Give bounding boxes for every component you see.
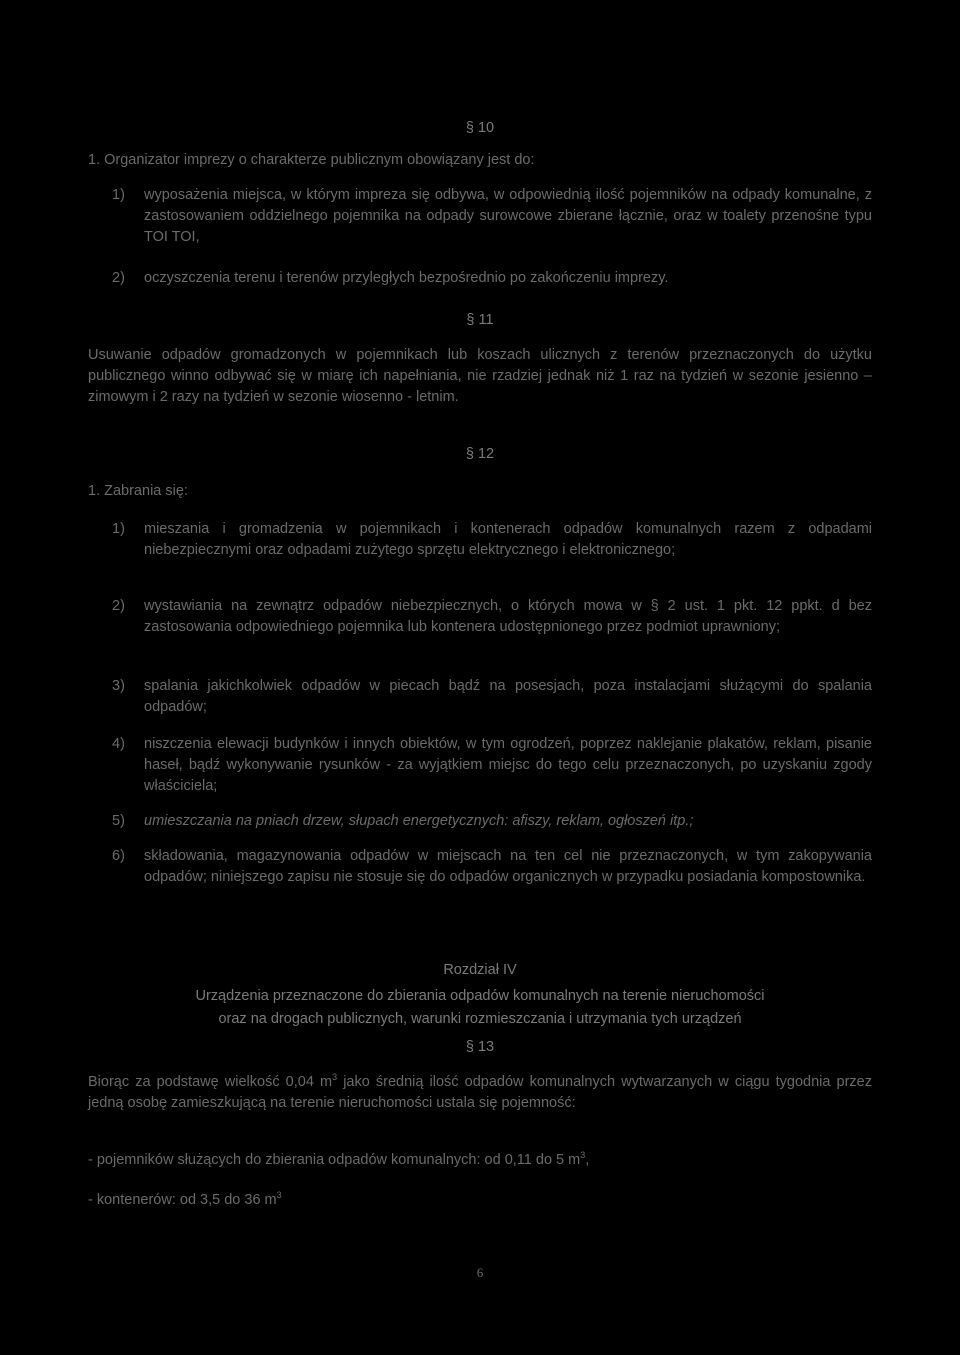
section-10-heading: § 10 (465, 120, 495, 136)
chapter-label: Rozdział IV (443, 962, 517, 978)
s12-item-3-number: 3) (112, 678, 125, 694)
s13-bullet-2-sup: 3 (276, 1190, 282, 1201)
section-13-heading: § 13 (465, 1039, 495, 1055)
s13-superscript: 3 (332, 1072, 338, 1083)
s12-item-4-text: niszczenia elewacji budynków i innych obiektów, w tym ogrodzeń, poprzez naklejanie plakatów, reklam, pisanie haseł, bądź wykonywanie rysunków - za wyjątkiem miejsc do tego celu przeznaczonych, po uzyskaniu zgody właściciela; (144, 736, 872, 794)
chapter-title-line-2: oraz na drogach publicznych, warunki rozmieszczania i utrzymania tych urządzeń (218, 1011, 742, 1027)
s13-text-start: Biorąc za podstawę wielkość 0,04 m (88, 1074, 333, 1090)
s13-bullet-1-end: , (585, 1152, 590, 1168)
section-11-heading: § 11 (466, 312, 494, 328)
s12-item-5-number: 5) (112, 813, 125, 829)
s12-item-1-number: 1) (112, 521, 125, 537)
page-number: 6 (476, 1265, 484, 1280)
chapter-title-line-1: Urządzenia przeznaczone do zbierania odpadów komunalnych na terenie nieruchomości (195, 988, 765, 1004)
s12-item-3-text: spalania jakichkolwiek odpadów w piecach bądź na posesjach, poza instalacjami służącymi do spalania odpadów; (144, 678, 872, 715)
s13-text-end: jako średnią ilość odpadów komunalnych wytwarzanych w ciągu tygodnia przez jedną osobę zamieszkującą na terenie nieruchomości ustala się pojemność: (88, 1074, 872, 1111)
section-12-heading: § 12 (465, 446, 495, 462)
section-12-intro: 1. Zabrania się: (88, 483, 188, 499)
section-10-intro: 1. Organizator imprezy o charakterze publicznym obowiązany jest do: (88, 152, 535, 168)
s12-item-2-number: 2) (112, 598, 125, 614)
s10-item-2-text: oczyszczenia terenu i terenów przyległych bezpośrednio po zakończeniu imprezy. (144, 270, 669, 286)
s13-bullet-2-text: - kontenerów: od 3,5 do 36 m (88, 1192, 277, 1208)
s12-item-2-text: wystawiania na zewnątrz odpadów niebezpiecznych, o których mowa w § 2 ust. 1 pkt. 12 ppkt. d bez zastosowania odpowiedniego pojemnika lub kontenera udostępnionego przez podmiot uprawniony; (144, 598, 872, 635)
s10-item-2-number: 2) (112, 270, 125, 286)
s12-item-1-text: mieszania i gromadzenia w pojemnikach i kontenerach odpadów komunalnych razem z odpadami niebezpiecznymi oraz odpadami zużytego sprzętu elektrycznego i elektronicznego; (144, 521, 872, 558)
s12-item-5-text: umieszczania na pniach drzew, słupach energetycznych: afiszy, reklam, ogłoszeń itp.; (144, 813, 694, 829)
s10-item-1-number: 1) (112, 187, 125, 203)
s13-bullet-1-text: - pojemników służących do zbierania odpadów komunalnych: od 0,11 do 5 m (88, 1152, 581, 1168)
section-13-text (88, 1072, 872, 1114)
s10-item-1-text: wyposażenia miejsca, w którym impreza się odbywa, w odpowiednią ilość pojemników na odpady komunalne, z zastosowaniem oddzielnego pojemnika na odpady surowcowe zbierane łącznie, oraz w toalety przenośne typu TOI TOI, (144, 187, 872, 245)
s12-item-6-number: 6) (112, 848, 125, 864)
s12-item-6-text: składowania, magazynowania odpadów w miejscach na ten cel nie przeznaczonych, w tym zakopywania odpadów; niniejszego zapisu nie stosuje się do odpadów organicznych w przypadku posiadania kompostownika. (144, 848, 872, 885)
section-11-text: Usuwanie odpadów gromadzonych w pojemnikach lub koszach ulicznych z terenów przeznaczonych do użytku publicznego winno odbywać się w miarę ich napełniania, nie rzadziej jednak niż 1 raz na tydzień w sezonie jesienno – zimowym i 2 razy na tydzień w sezonie wiosenno - letnim. (88, 347, 872, 405)
s13-bullet-containers (88, 1150, 872, 1171)
s13-bullet-containers-2 (88, 1190, 872, 1211)
s12-item-4-number: 4) (112, 736, 125, 752)
s13-bullet-1-sup: 3 (580, 1150, 586, 1161)
